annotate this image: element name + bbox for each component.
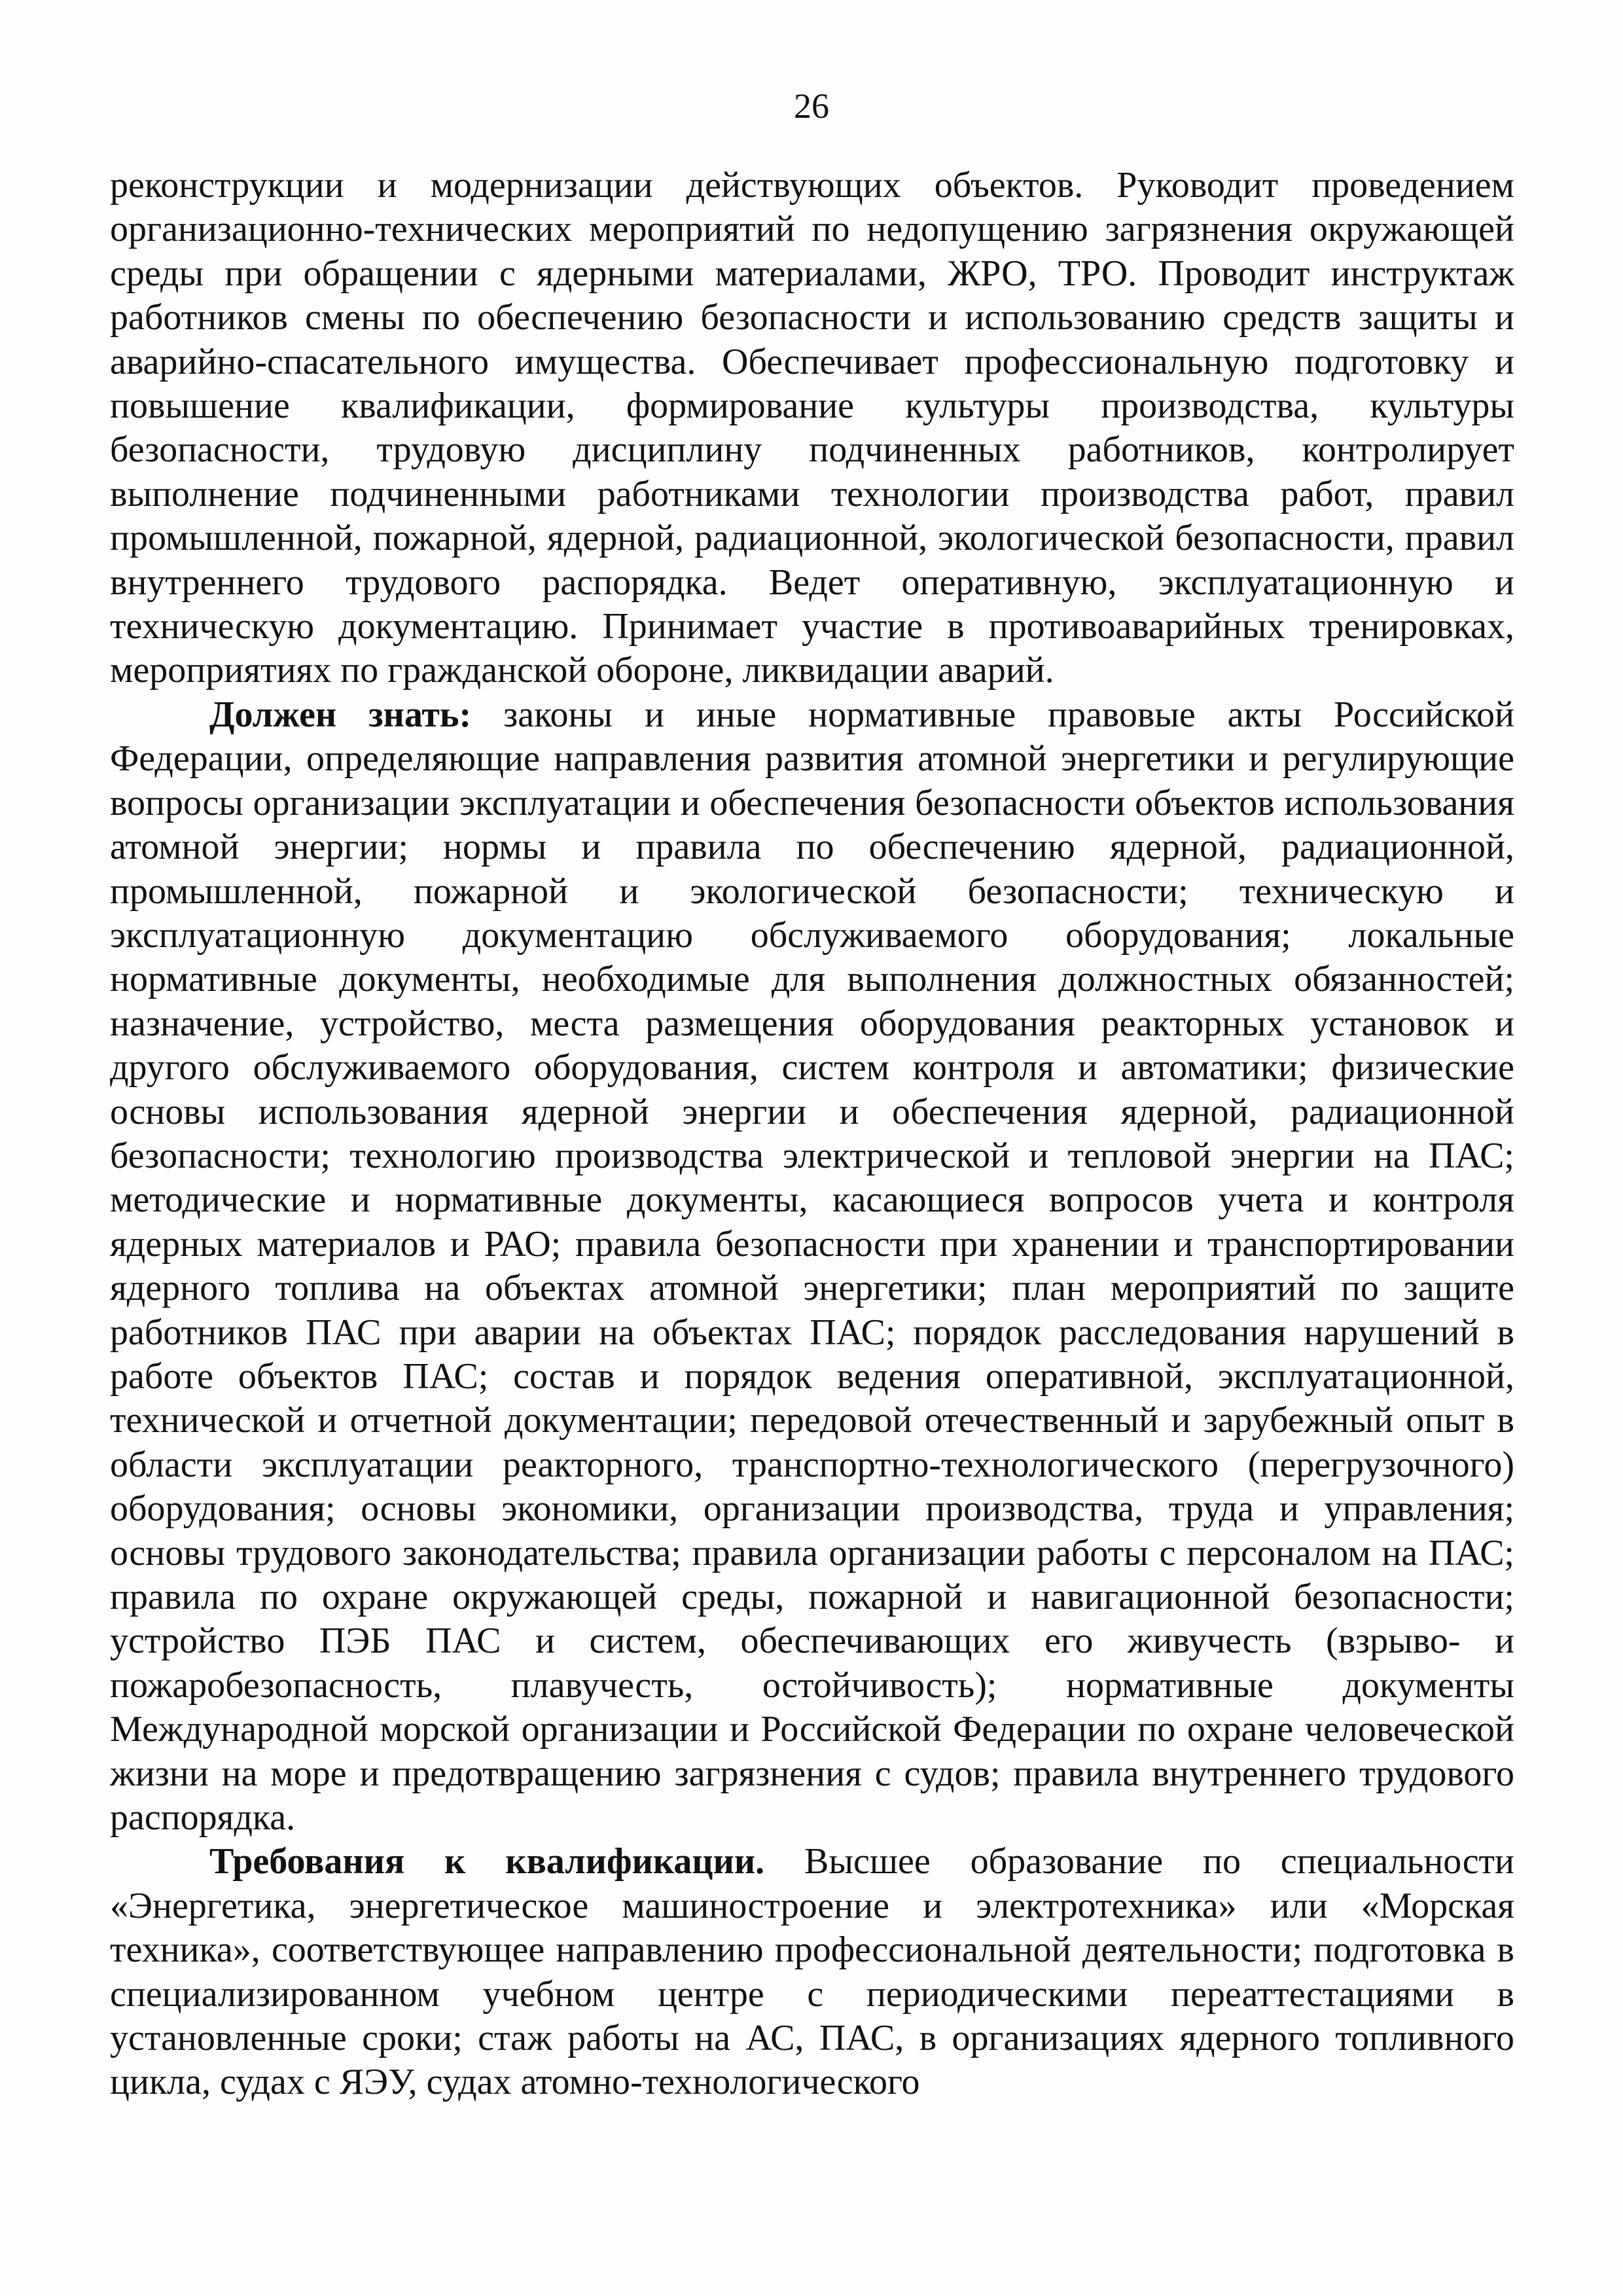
must-know-heading: Должен знать: <box>209 694 472 735</box>
paragraph-qualification-requirements <box>110 1840 1514 2104</box>
document-body <box>110 164 1514 2105</box>
page-number: 26 <box>794 86 829 126</box>
paragraph-must-know <box>110 693 1514 1840</box>
must-know-text: законы и иные нормативные правовые акты Российской Федерации, определяющие направления развития атомной энергетики и регулирующие вопросы организации эксплуатации и обеспечения безопасности объектов использования атомной энергии; нормы и правила по обеспечению ядерной, радиационной, промышленной, пожарной и экологической безопасности; техническую и эксплуатационную документацию обслуживаемого оборудования; локальные нормативные документы, необходимые для выполнения должностных обязанностей; назначение, устройство, места размещения оборудования реакторных установок и другого обслуживаемого оборудования, систем контроля и автоматики; физические основы использования ядерной энергии и обеспечения ядерной, радиационной безопасности; технологию производства электрической и тепловой энергии на ПАС; методические и нормативные документы, касающиеся вопросов учета и контроля ядерных материалов и РАО; правила безопасности при хранении и транспортировании ядерного топлива на объектах атомной энергетики; план мероприятий по защите работников ПАС при аварии на объектах ПАС; порядок расследования нарушений в работе объектов ПАС; состав и порядок ведения оперативной, эксплуатационной, технической и отчетной документации; передовой отечественный и зарубежный опыт в области эксплуатации реакторного, транспортно-технологического (перегрузочного) оборудования; основы экономики, организации производства, труда и управления; основы трудового законодательства; правила организации работы с персоналом на ПАС; правила по охране окружающей среды, пожарной и навигационной безопасности; устройство ПЭБ ПАС и систем, обеспечивающих его живучесть (взрыво- и пожаробезопасность, плавучесть, остойчивость); нормативные документы Международной морской организации и Российской Федерации по охране человеческой жизни на море и предотвращению загрязнения с судов; правила внутреннего трудового распорядка. <box>110 694 1514 1839</box>
qualification-heading: Требования к квалификации. <box>209 1841 765 1882</box>
paragraph-duties-continued: реконструкции и модернизации действующих объектов. Руководит проведением организационно-технических мероприятий по недопущению загрязнения окружающей среды при обращении с ядерными материалами, ЖРО, ТРО. Проводит инструктаж работников смены по обеспечению безопасности и использованию средств защиты и аварийно-спасательного имущества. Обеспечивает профессиональную подготовку и повышение квалификации, формирование культуры производства, культуры безопасности, трудовую дисциплину подчиненных работников, контролирует выполнение подчиненными работниками технологии производства работ, правил промышленной, пожарной, ядерной, радиационной, экологической безопасности, правил внутреннего трудового распорядка. Ведет оперативную, эксплуатационную и техническую документацию. Принимает участие в противоаварийных тренировках, мероприятиях по гражданской обороне, ликвидации аварий. <box>110 165 1514 691</box>
qualification-text: Высшее образование по специальности «Энергетика, энергетическое машиностроение и электротехника» или «Морская техника», соответствующее направлению профессиональной деятельности; подготовка в специализированном учебном центре с периодическими переаттестациями в установленные сроки; стаж работы на АС, ПАС, в организациях ядерного топливного цикла, судах с ЯЭУ, судах атомно-технологического <box>110 1841 1514 2103</box>
